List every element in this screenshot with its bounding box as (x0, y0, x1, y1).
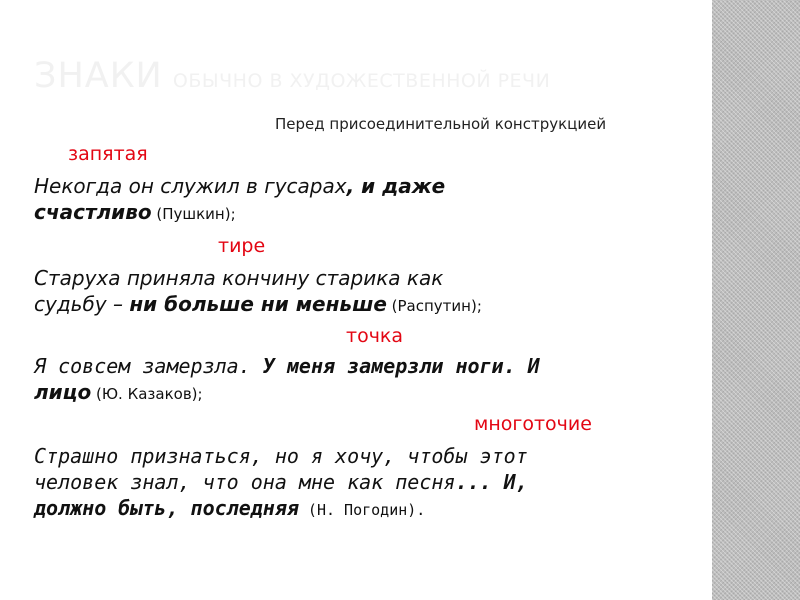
punctuation-label-comma: запятая (68, 143, 148, 165)
quote-italic-text: Некогда он служил в гусарах (34, 174, 347, 198)
quote-period-line-2 (34, 379, 203, 407)
punctuation-label-dash: тире (218, 235, 266, 257)
quote-bold-italic-text: лицо (34, 380, 92, 404)
quote-bold-italic-text: У меня замерзли ноги. И (262, 354, 540, 378)
quote-author: (Н. Погодин). (298, 501, 426, 519)
quote-ellipsis-line-1 (34, 443, 528, 469)
slide-title-rest: ОБЫЧНО В ХУДОЖЕСТВЕННОЙ РЕЧИ (172, 70, 551, 92)
quote-period-line-1 (34, 353, 540, 379)
quote-italic-text: Страшно признаться, но я хочу, чтобы этот (34, 444, 528, 468)
quote-dash-line-1 (34, 265, 443, 291)
quote-bold-italic-text: , и даже (346, 174, 446, 198)
quote-italic-text: Старуха приняла кончину старика как (34, 266, 444, 290)
quote-bold-italic-text: должно быть, последняя (34, 496, 299, 520)
quote-italic-text: Я совсем замерзла. (34, 354, 263, 378)
punctuation-label-ellipsis: многоточие (474, 413, 592, 435)
punctuation-label-period: точка (346, 325, 404, 347)
slide-title (34, 56, 550, 96)
quote-dash-line-2 (34, 291, 482, 319)
quote-italic-text: судьбу – (34, 292, 130, 316)
slide-title-main: ЗНАКИ (34, 56, 163, 96)
quote-author: (Пушкин); (151, 205, 236, 223)
quote-author: (Ю. Казаков); (91, 385, 203, 403)
quote-bold-italic-text: ... И, (455, 470, 528, 494)
quote-bold-italic-text: счастливо (34, 200, 152, 224)
quote-ellipsis-line-2 (34, 469, 528, 495)
slide-subtitle: Перед присоединительной конструкцией (275, 115, 607, 133)
quote-ellipsis-line-3 (34, 495, 425, 523)
quote-italic-text: человек знал, что она мне как песня (34, 470, 456, 494)
quote-comma-line-1 (34, 173, 445, 199)
quote-comma-line-2 (34, 199, 236, 227)
quote-bold-italic-text: ни больше ни меньше (129, 292, 387, 316)
quote-author: (Распутин); (386, 297, 482, 315)
decorative-side-band (712, 0, 800, 600)
